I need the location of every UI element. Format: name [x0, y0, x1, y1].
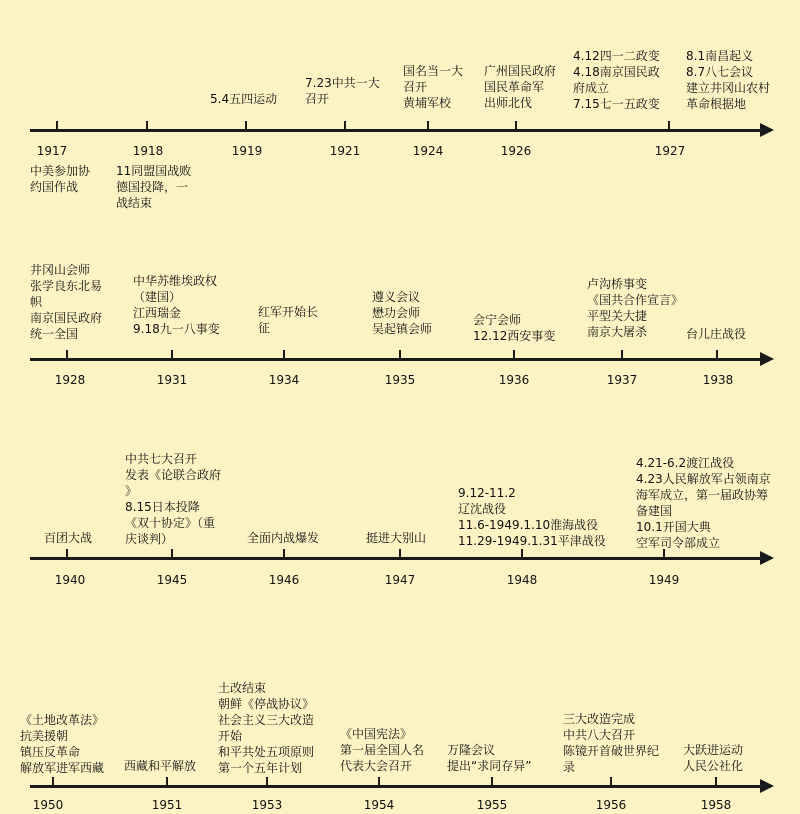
event-1927-a: 4.12四一二政变 4.18南京国民政 府成立 7.15七一五政变 [573, 49, 660, 111]
year-label: 1954 [363, 798, 395, 812]
event-1956: 三大改造完成 中共八大召开 陈镜开首破世界纪 录 [563, 712, 660, 774]
year-label: 1921 [329, 144, 361, 158]
year-label: 1948 [506, 573, 538, 587]
event-1948: 9.12-11.2 辽沈战役 11.6-1949.1.10淮海战役 11.29-1949.1.31平津战役 [458, 486, 606, 548]
event-1928: 井冈山会师 张学良东北易 帜 南京国民政府 统一全国 [30, 263, 103, 341]
event-1940: 百团大战 [44, 531, 93, 545]
event-1917: 中美参加协 约国作战 [30, 164, 91, 194]
year-label: 1947 [384, 573, 416, 587]
year-label: 1956 [595, 798, 627, 812]
year-tick [610, 777, 612, 787]
event-1918: 11同盟国战败 德国投降，一 战结束 [116, 164, 192, 210]
event-1924: 国名当一大 召开 黄埔军校 [403, 64, 464, 110]
year-label: 1950 [32, 798, 64, 812]
event-1949: 4.21-6.2渡江战役 4.23人民解放军占领南京 海军成立，第一届政协筹 备建国 10.1开国大典 空军司令部成立 [636, 456, 771, 550]
year-tick [715, 777, 717, 787]
event-1945: 中共七大召开 发表《论联合政府 》 8.15日本投降 《双十协定》（重 庆谈判） [125, 452, 222, 546]
year-label: 1917 [36, 144, 68, 158]
event-1951: 西藏和平解放 [124, 759, 197, 773]
event-1955: 万隆会议 提出“求同存异” [447, 743, 532, 773]
year-label: 1924 [412, 144, 444, 158]
event-1954: 《中国宪法》 第一届全国人名 代表大会召开 [340, 727, 425, 773]
event-1936: 会宁会师 12.12西安事变 [473, 313, 556, 343]
year-label: 1949 [648, 573, 680, 587]
year-tick [378, 777, 380, 787]
year-tick [266, 777, 268, 787]
year-label: 1951 [151, 798, 183, 812]
event-1958: 大跃进运动 人民公社化 [683, 743, 744, 773]
year-label: 1931 [156, 373, 188, 387]
timeline-axis [30, 785, 760, 788]
arrow-head-icon [760, 779, 774, 793]
year-tick [491, 777, 493, 787]
event-1931: 中华苏维埃政权 （建国） 江西瑞金 9.18九一八事变 [133, 274, 220, 336]
year-label: 1938 [702, 373, 734, 387]
year-label: 1946 [268, 573, 300, 587]
event-1946: 全面内战爆发 [247, 531, 320, 545]
event-1953: 土改结束 朝鲜《停战协议》 社会主义三大改造 开始 和平共处五项原则 第一个五年计划 [218, 681, 315, 775]
year-label: 1958 [700, 798, 732, 812]
year-label: 1935 [384, 373, 416, 387]
year-label: 1937 [606, 373, 638, 387]
event-1935: 遵义会议 懋功会师 吴起镇会师 [372, 290, 433, 336]
year-label: 1934 [268, 373, 300, 387]
year-label: 1953 [251, 798, 283, 812]
event-1921: 7.23中共一大 召开 [305, 76, 380, 106]
event-1947: 挺进大别山 [366, 531, 427, 545]
event-1926: 广州国民政府 国民革命军 出师北伐 [484, 64, 557, 110]
event-1938: 台儿庄战役 [686, 327, 747, 341]
year-label: 1926 [500, 144, 532, 158]
event-1937: 卢沟桥事变 《国共合作宣言》 平型关大捷 南京大屠杀 [587, 277, 684, 339]
year-label: 1927 [654, 144, 686, 158]
year-label: 1936 [498, 373, 530, 387]
event-1919: 5.4五四运动 [210, 92, 278, 106]
year-tick [52, 777, 54, 787]
year-label: 1940 [54, 573, 86, 587]
year-label: 1955 [476, 798, 508, 812]
event-1950: 《土地改革法》 抗美援朝 镇压反革命 解放军进军西藏 [20, 713, 105, 775]
year-label: 1928 [54, 373, 86, 387]
year-label: 1919 [231, 144, 263, 158]
year-label: 1945 [156, 573, 188, 587]
event-1927-b: 8.1南昌起义 8.7八七会议 建立井冈山农村 革命根据地 [686, 49, 771, 111]
year-tick [166, 777, 168, 787]
year-label: 1918 [132, 144, 164, 158]
event-1934: 红军开始长 征 [258, 305, 319, 335]
